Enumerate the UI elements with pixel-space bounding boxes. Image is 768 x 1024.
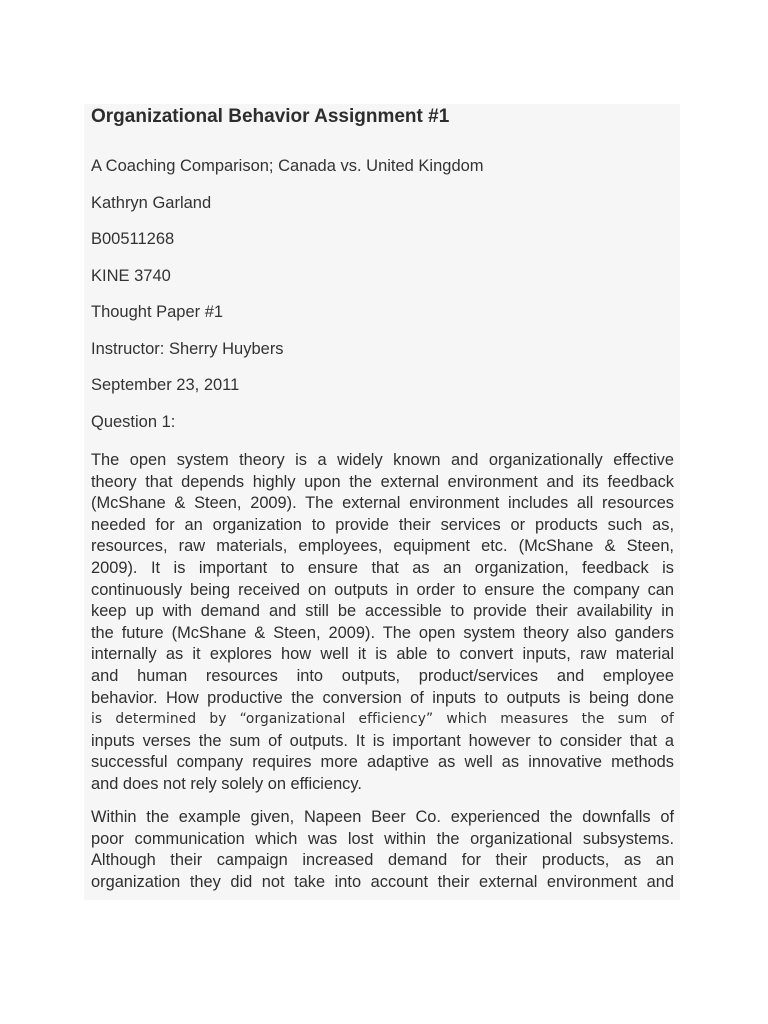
- paragraph-line: resources, raw materials, employees, equipment etc. (McShane & Steen,: [91, 537, 674, 556]
- author-line: Kathryn Garland: [91, 194, 212, 212]
- paragraph-2: [91, 807, 674, 893]
- paragraph-line: successful company requires more adaptive as well as innovative methods: [91, 753, 674, 772]
- question-heading: Question 1:: [91, 413, 176, 431]
- paragraph-line: and human resources into outputs, product/services and employee: [91, 666, 674, 685]
- paragraph-line: the future (McShane & Steen, 2009). The open system theory also ganders: [91, 623, 674, 642]
- paragraph-line: poor communication which was lost within the organizational subsystems.: [91, 829, 674, 848]
- paragraph-line: and does not rely solely on efficiency.: [91, 774, 362, 793]
- document-page: [84, 104, 680, 900]
- paragraph-line: inputs verses the sum of outputs. It is important however to consider that a: [91, 731, 674, 750]
- paragraph-line: internally as it explores how well it is able to convert inputs, raw material: [91, 645, 674, 664]
- date-line: September 23, 2011: [91, 376, 240, 394]
- course-line: KINE 3740: [91, 267, 171, 285]
- paragraph-line: organization they did not take into account their external environment and: [91, 872, 674, 891]
- paragraph-line: (McShane & Steen, 2009). The external environment includes all resources: [91, 494, 674, 513]
- paragraph-line: 2009). It is important to ensure that as an organization, feedback is: [91, 558, 674, 577]
- paragraph-line: behavior. How productive the conversion of inputs to outputs is being done: [91, 688, 674, 707]
- paragraph-line: Within the example given, Napeen Beer Co. experienced the downfalls of: [91, 808, 674, 826]
- paragraph-line: The open system theory is a widely known and organizationally effective: [91, 451, 674, 469]
- instructor-line: Instructor: Sherry Huybers: [91, 340, 284, 358]
- paragraph-1: [91, 450, 674, 796]
- paragraph-line: continuously being received on outputs in order to ensure the company can: [91, 580, 674, 599]
- paragraph-line: is determined by “organizational efficiency” which measures the sum of: [91, 711, 674, 728]
- paragraph-line: theory that depends highly upon the external environment and its feedback: [91, 472, 674, 491]
- paragraph-line: keep up with demand and still be accessible to provide their availability in: [91, 602, 674, 621]
- student-id-line: B00511268: [91, 230, 175, 248]
- paragraph-line: needed for an organization to provide their services or products such as,: [91, 515, 674, 534]
- subtitle-line: A Coaching Comparison; Canada vs. United Kingdom: [91, 157, 484, 175]
- paragraph-line: Although their campaign increased demand for their products, as an: [91, 851, 674, 870]
- paper-line: Thought Paper #1: [91, 303, 224, 321]
- document-title: Organizational Behavior Assignment #1: [91, 106, 450, 127]
